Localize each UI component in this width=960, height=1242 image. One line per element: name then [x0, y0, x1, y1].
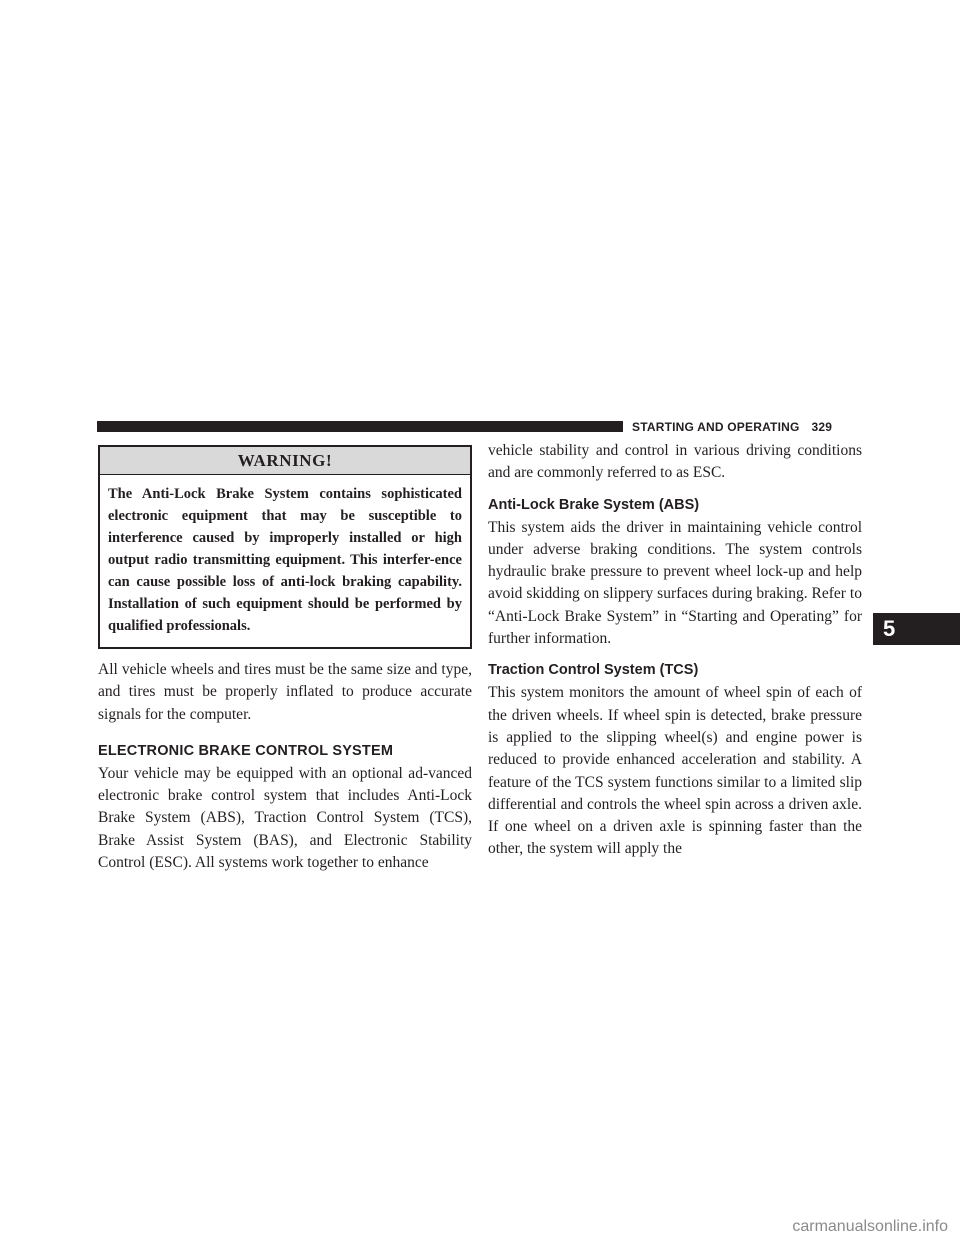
warning-box	[98, 445, 472, 649]
wheels-paragraph: All vehicle wheels and tires must be the same size and type, and tires must be properly inflated to produce accurate signals for the computer.	[98, 661, 472, 723]
brake-control-paragraph: Your vehicle may be equipped with an optional ad-vanced electronic brake control system that includes Anti-Lock Brake System (ABS), Traction Control System (TCS), Brake Assist System (BAS), and Electronic Stability Control (ESC). All systems work together to enhance	[98, 764, 472, 872]
left-column	[98, 445, 472, 874]
chapter-tab: 5	[873, 613, 960, 645]
continued-paragraph: vehicle stability and control in various driving conditions and are commonly referred to as ESC.	[488, 442, 862, 482]
running-head	[632, 417, 872, 437]
abs-paragraph: This system aids the driver in maintaining vehicle control under adverse braking conditions. The system controls hydraulic brake pressure to prevent wheel lock-up and help avoid skidding on slippery surfaces during braking. Refer to “Anti-Lock Brake System” in “Starting and Operating” for further information.	[488, 518, 862, 648]
header-rule	[97, 421, 623, 432]
watermark: carmanualsonline.info	[792, 1218, 948, 1235]
right-column	[488, 440, 862, 861]
warning-text: The Anti-Lock Brake System contains sophisticated electronic equipment that may be susceptible to interference caused by improperly installed or high output radio transmitting equipment. This interfer-ence can cause possible loss of anti-lock braking capability. Installation of such equipment should be performed by qualified professionals.	[108, 486, 462, 634]
section-title: STARTING AND OPERATING	[632, 420, 800, 434]
warning-title: WARNING!	[100, 447, 470, 475]
page-number: 329	[811, 420, 833, 434]
tcs-heading: Traction Control System (TCS)	[488, 662, 699, 679]
section-heading: ELECTRONIC BRAKE CONTROL SYSTEM	[98, 742, 394, 759]
abs-heading: Anti-Lock Brake System (ABS)	[488, 496, 700, 513]
tcs-paragraph: This system monitors the amount of wheel spin of each of the driven wheels. If wheel spin is detected, brake pressure is applied to the slipping wheel(s) and engine power is reduced to provide enhanced acceleration and stability. A feature of the TCS system functions similar to a limited slip differential and controls the wheel spin across a driven axle. If one wheel on a driven axle is spinning faster than the other, the system will apply the	[488, 684, 862, 858]
